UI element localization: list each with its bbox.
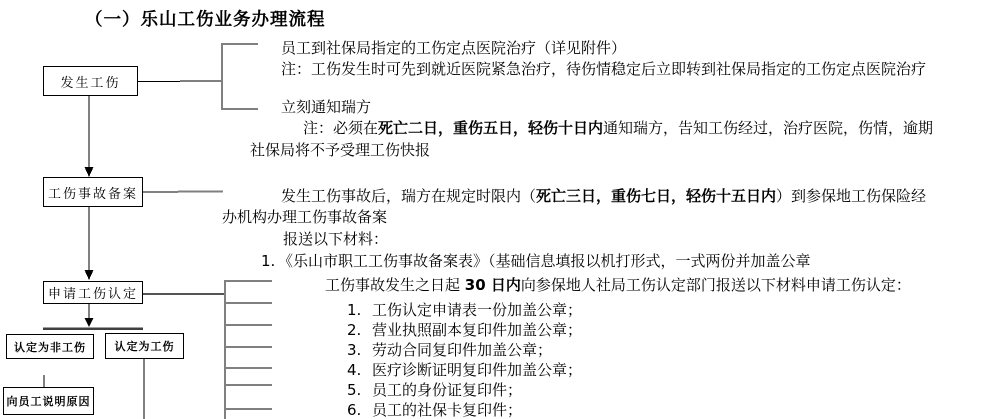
- material-item: [347, 342, 552, 358]
- material-item-number: 3.: [347, 341, 362, 359]
- material-item-number: 4.: [347, 361, 362, 379]
- note-record-line1-prefix: 发生工伤事故后，瑞方在规定时限内（: [281, 187, 537, 205]
- note-record-item1-number: 1.: [261, 252, 276, 270]
- material-item-text: 医疗诊断证明复印件加盖公章；: [372, 361, 583, 379]
- flowchart-box-apply: [43, 281, 143, 304]
- material-item-text: 员工的身份证复印件；: [372, 381, 523, 399]
- arrow-apply-split-head: [85, 318, 94, 327]
- material-item: [347, 362, 582, 378]
- note-notify-title: 立刻通知瑞方: [281, 98, 372, 116]
- flowchart-box-injury-label: 认定为工伤: [114, 340, 175, 353]
- arrow-occur-record-head: [85, 167, 94, 177]
- material-item-number: 1.: [347, 301, 362, 319]
- note-apply-deadline-suffix: 向参保地人社局工伤认定部门报送以下材料申请工伤认定：: [520, 276, 911, 294]
- material-item-text: 工伤认定申请表一份加盖公章；: [372, 301, 583, 319]
- material-item-text: 劳动合同复印件加盖公章；: [372, 341, 553, 359]
- flowchart-box-explain-label: 向员工说明原因: [6, 395, 91, 408]
- flowchart-box-apply-label: 申请工伤认定: [47, 287, 138, 302]
- material-item-number: 5.: [347, 381, 362, 399]
- note-submit-title: 报送以下材料：: [283, 230, 389, 248]
- flowchart-box-not-injury: [6, 334, 94, 359]
- note-apply-deadline-bold: 30 日内: [464, 276, 521, 294]
- page-title: （一）乐山工伤业务办理流程: [85, 10, 326, 30]
- note-record-line1: [281, 188, 926, 204]
- flowchart-box-occur: [43, 66, 138, 96]
- note-notify-deadline-prefix: 注：必须在: [303, 119, 379, 137]
- note-notify-cont: 社保局将不予受理工伤快报: [250, 141, 431, 159]
- material-item: [347, 322, 582, 338]
- material-item-text: 员工的社保卡复印件；: [372, 401, 523, 419]
- material-item-text: 营业执照副本复印件加盖公章；: [372, 321, 583, 339]
- material-item-number: 2.: [347, 321, 362, 339]
- note-record-item1: [261, 253, 811, 269]
- flowchart-box-not-injury-label: 认定为非工伤: [14, 340, 86, 354]
- note-record-line1-bold: 死亡三日，重伤七日，轻伤十五日内: [536, 187, 777, 205]
- flowchart-box-explain: [3, 387, 94, 415]
- note-record-line1-suffix: ）到参保地工伤保险经: [776, 187, 927, 205]
- flowchart-box-occur-label: 发生工伤: [60, 75, 121, 91]
- note-apply-deadline: [325, 277, 911, 293]
- note-treatment-line1: 员工到社保局指定的工伤定点医院治疗（详见附件）: [281, 39, 627, 57]
- material-item: [347, 382, 522, 398]
- note-notify-deadline-bold: 死亡二日，重伤五日，轻伤十日内: [378, 119, 604, 137]
- note-apply-deadline-prefix: 工伤事故发生之日起: [325, 276, 465, 294]
- arrow-record-apply-head: [85, 270, 94, 280]
- material-item: [347, 402, 522, 418]
- note-record-item1-text: 《乐山市职工工伤事故备案表》（基础信息填报以机打形式，一式两份并加盖公章: [278, 252, 811, 270]
- note-treatment-line2: 注：工伤发生时可先到就近医院紧急治疗，待伤情稳定后立即转到社保局指定的工伤定点医院治疗: [281, 60, 927, 78]
- material-item: [347, 302, 582, 318]
- flowchart-box-record: [43, 177, 143, 207]
- material-item-number: 6.: [347, 401, 362, 419]
- note-notify-deadline-suffix: 通知瑞方，告知工伤经过，治疗医院，伤情，逾期: [603, 119, 934, 137]
- flowchart-box-injury: [105, 333, 184, 359]
- note-record-line2: 办机构办理工伤事故备案: [222, 208, 388, 226]
- flowchart-box-record-label: 工伤事故备案: [47, 186, 138, 202]
- note-notify-deadline: [303, 120, 933, 136]
